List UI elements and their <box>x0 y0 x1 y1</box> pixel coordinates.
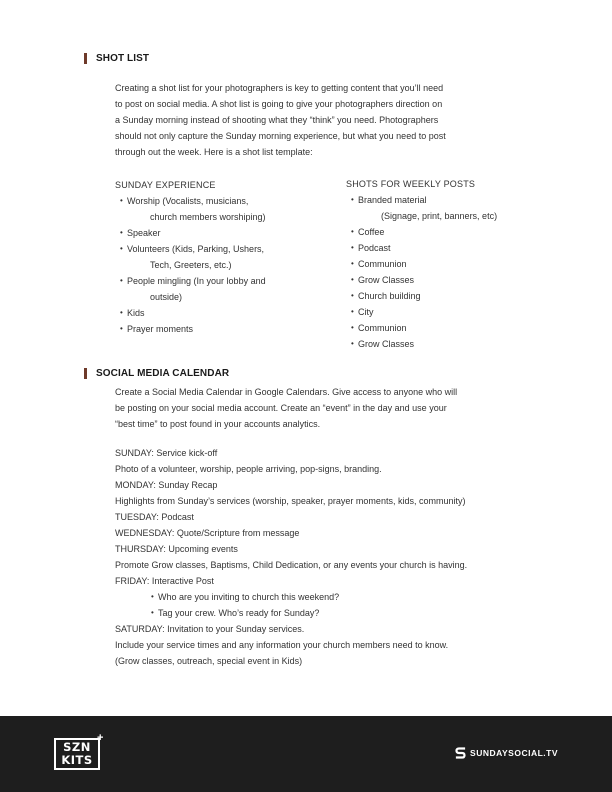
schedule-line: SATURDAY: Invitation to your Sunday services. <box>115 624 305 634</box>
list-item: • Speaker <box>115 225 335 241</box>
list-item: • Communion <box>346 320 566 336</box>
sunday-experience-title: SUNDAY EXPERIENCE <box>115 180 216 190</box>
intro-line: be posting on your social media account. Create an “event” in the day and use your <box>115 403 447 413</box>
list-item-continuation: Tech, Greeters, etc.) <box>150 260 232 270</box>
schedule-line: Photo of a volunteer, worship, people arriving, pop-signs, branding. <box>115 464 382 474</box>
list-item-continuation: (Signage, print, banners, etc) <box>381 211 498 221</box>
sunday-social-logo-icon <box>455 746 466 760</box>
calendar-intro <box>115 384 555 432</box>
list-item: • Coffee <box>346 224 566 240</box>
list-item: • Communion <box>346 256 566 272</box>
heading-accent-bar <box>84 368 87 379</box>
weekly-posts-title: SHOTS FOR WEEKLY POSTS <box>346 179 476 189</box>
list-item: • Prayer moments <box>115 321 335 337</box>
sunday-experience-list <box>115 177 335 337</box>
intro-line: through out the week. Here is a shot list template: <box>115 147 313 157</box>
intro-line: should not only capture the Sunday morning experience, but what you need to post <box>115 131 446 141</box>
footer-bar <box>0 716 612 792</box>
weekly-posts-list <box>346 176 566 352</box>
calendar-heading <box>84 368 229 379</box>
sunday-social-brand <box>455 746 558 760</box>
intro-line: to post on social media. A shot list is going to give your photographers direction on <box>115 99 443 109</box>
intro-line: Creating a shot list for your photographers is key to getting content that you’ll need <box>115 83 444 93</box>
shot-list-intro <box>115 80 555 160</box>
weekly-schedule <box>115 445 575 669</box>
intro-line: “best time” to post found in your accounts analytics. <box>115 419 321 429</box>
shot-list-title: SHOT LIST <box>96 53 150 64</box>
logo-text: SZN <box>63 740 91 754</box>
site-url: SUNDAYSOCIAL.TV <box>470 748 558 758</box>
list-item: • Grow Classes <box>346 336 566 352</box>
list-item: • City <box>346 304 566 320</box>
schedule-line: Promote Grow classes, Baptisms, Child Dedication, or any events your church is having. <box>115 560 468 570</box>
logo-text: KITS <box>61 753 93 767</box>
schedule-line: Highlights from Sunday’s services (worship, speaker, prayer moments, kids, community) <box>115 496 466 506</box>
list-item: • Branded material <box>346 192 566 208</box>
schedule-line: Include your service times and any information your church members need to know. <box>115 640 449 650</box>
schedule-line: SUNDAY: Service kick-off <box>115 448 218 458</box>
list-item: • Volunteers (Kids, Parking, Ushers, <box>115 241 335 257</box>
friday-bullet: • Tag your crew. Who’s ready for Sunday? <box>115 605 575 621</box>
intro-line: Create a Social Media Calendar in Google Calendars. Give access to anyone who will <box>115 387 458 397</box>
schedule-line: FRIDAY: Interactive Post <box>115 576 214 586</box>
schedule-line: (Grow classes, outreach, special event in Kids) <box>115 656 303 666</box>
list-item: • Grow Classes <box>346 272 566 288</box>
schedule-line: MONDAY: Sunday Recap <box>115 480 218 490</box>
calendar-title: SOCIAL MEDIA CALENDAR <box>96 368 230 379</box>
schedule-line: THURSDAY: Upcoming events <box>115 544 238 554</box>
list-item: • Worship (Vocalists, musicians, <box>115 193 335 209</box>
shot-list-heading <box>84 53 149 64</box>
list-item-continuation: church members worshiping) <box>150 212 266 222</box>
list-item: • Church building <box>346 288 566 304</box>
logo-plus-icon: + <box>97 732 104 744</box>
schedule-line: WEDNESDAY: Quote/Scripture from message <box>115 528 300 538</box>
list-item: • Podcast <box>346 240 566 256</box>
list-item: • Kids <box>115 305 335 321</box>
heading-accent-bar <box>84 53 87 64</box>
szn-kits-logo <box>54 738 100 770</box>
list-item: • People mingling (In your lobby and <box>115 273 335 289</box>
list-item-continuation: outside) <box>150 292 183 302</box>
friday-bullet: • Who are you inviting to church this weekend? <box>115 589 575 605</box>
intro-line: a Sunday morning instead of shooting what they “think” you need. Photographers <box>115 115 439 125</box>
schedule-line: TUESDAY: Podcast <box>115 512 194 522</box>
